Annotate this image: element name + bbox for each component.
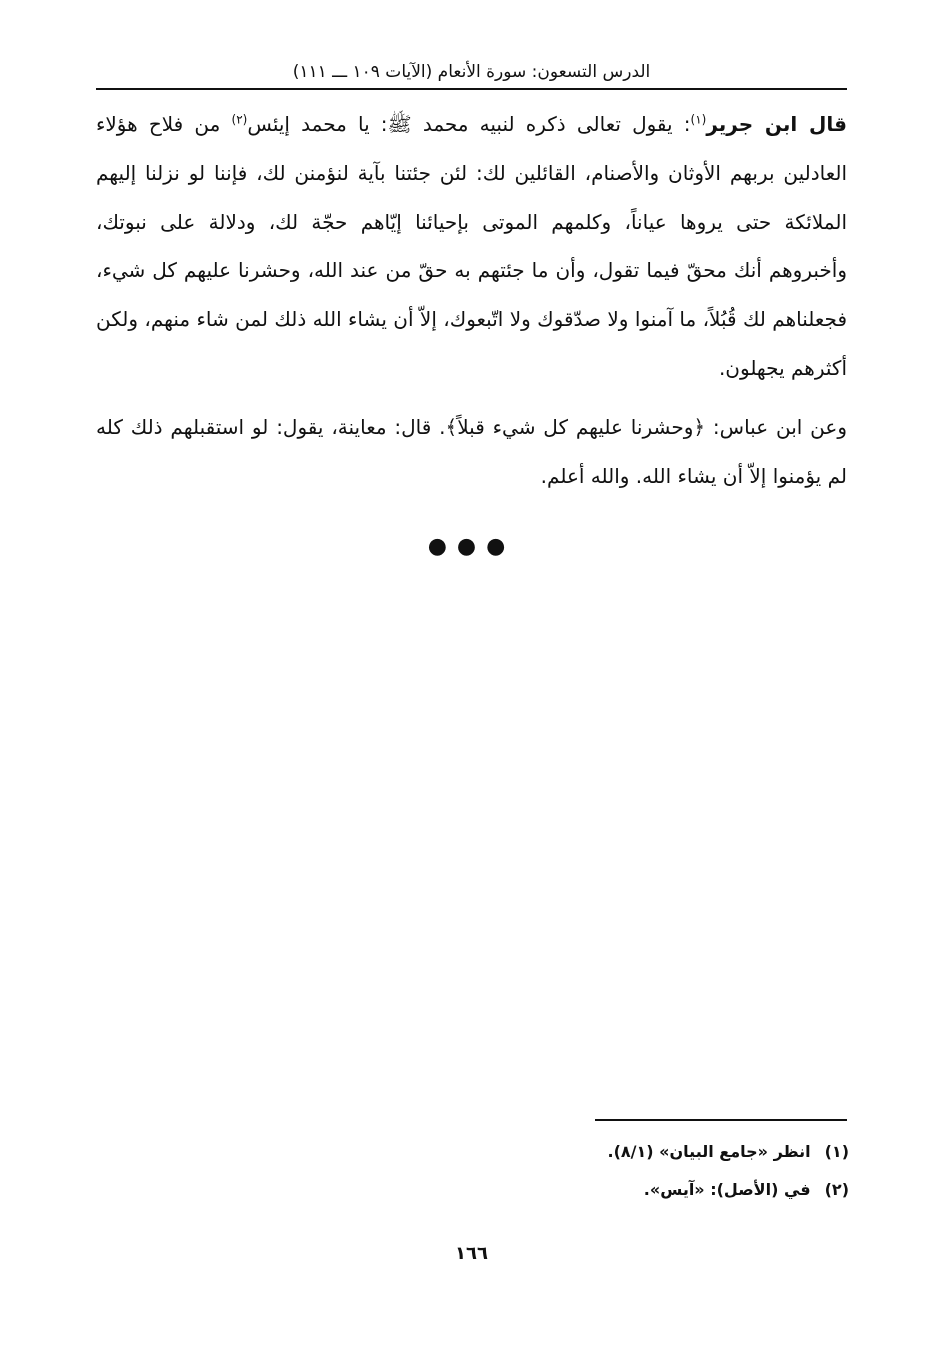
paragraph-lead: قال ابن جرير [706,112,847,136]
footnote-text: انظر «جامع البيان» (٨/١). [607,1142,811,1161]
paragraph-text: من فلاح هؤلاء العادلين بربهم الأوثان والأصنام، القائلين لك: لئن جئتنا بآية لنؤمنن لك، فإننا لو نزلنا إليهم الملائكة حتى يروها عياناً، وكلمهم الموتى بإحيائنا إيّاهم حجّة لك، ودلالة على نبوتك، وأخبروهم أنك محقّ فيما تقول، وأن ما جئتهم به حقّ من عند الله، وحشرنا عليهم كل شيء، فجعلناهم لك قُبُلاً، ما آمنوا ولا صدّقوك ولا اتّبعوك، إلاّ أن يشاء الله ذلك لمن شاء منهم، ولكن أكثرهم يجهلون. [96,112,847,380]
footnote-text: في (الأصل): «آيس». [643,1180,811,1199]
footnote-rule [595,1119,847,1121]
header-rule [96,88,847,90]
section-separator: ●●● [427,534,516,559]
paragraph-ibn-jarir [96,100,847,393]
footnotes [96,1133,849,1209]
running-head: الدرس التسعون: سورة الأنعام (الآيات ١٠٩ ـــ ١١١) [292,62,651,82]
footnote-number: (٢) [824,1180,849,1199]
footnote-ref-1: (١) [690,112,707,127]
main-text [96,100,847,500]
paragraph-ibn-abbas: وعن ابن عباس: ﴿وحشرنا عليهم كل شيء قبلاً﴾. قال: معاينة، يقول: لو استقبلهم ذلك كله لم يؤمنوا إلاّ أن يشاء الله. والله أعلم. [96,414,847,488]
footnote-item [96,1133,849,1171]
footnote-number: (١) [824,1142,849,1161]
footnote-item [96,1171,849,1209]
page-number: ١٦٦ [455,1243,488,1264]
footnote-ref-2: (٢) [231,112,248,127]
paragraph-text: : يقول تعالى ذكره لنبيه محمد ﷺ: يا محمد إيئس [247,112,691,136]
